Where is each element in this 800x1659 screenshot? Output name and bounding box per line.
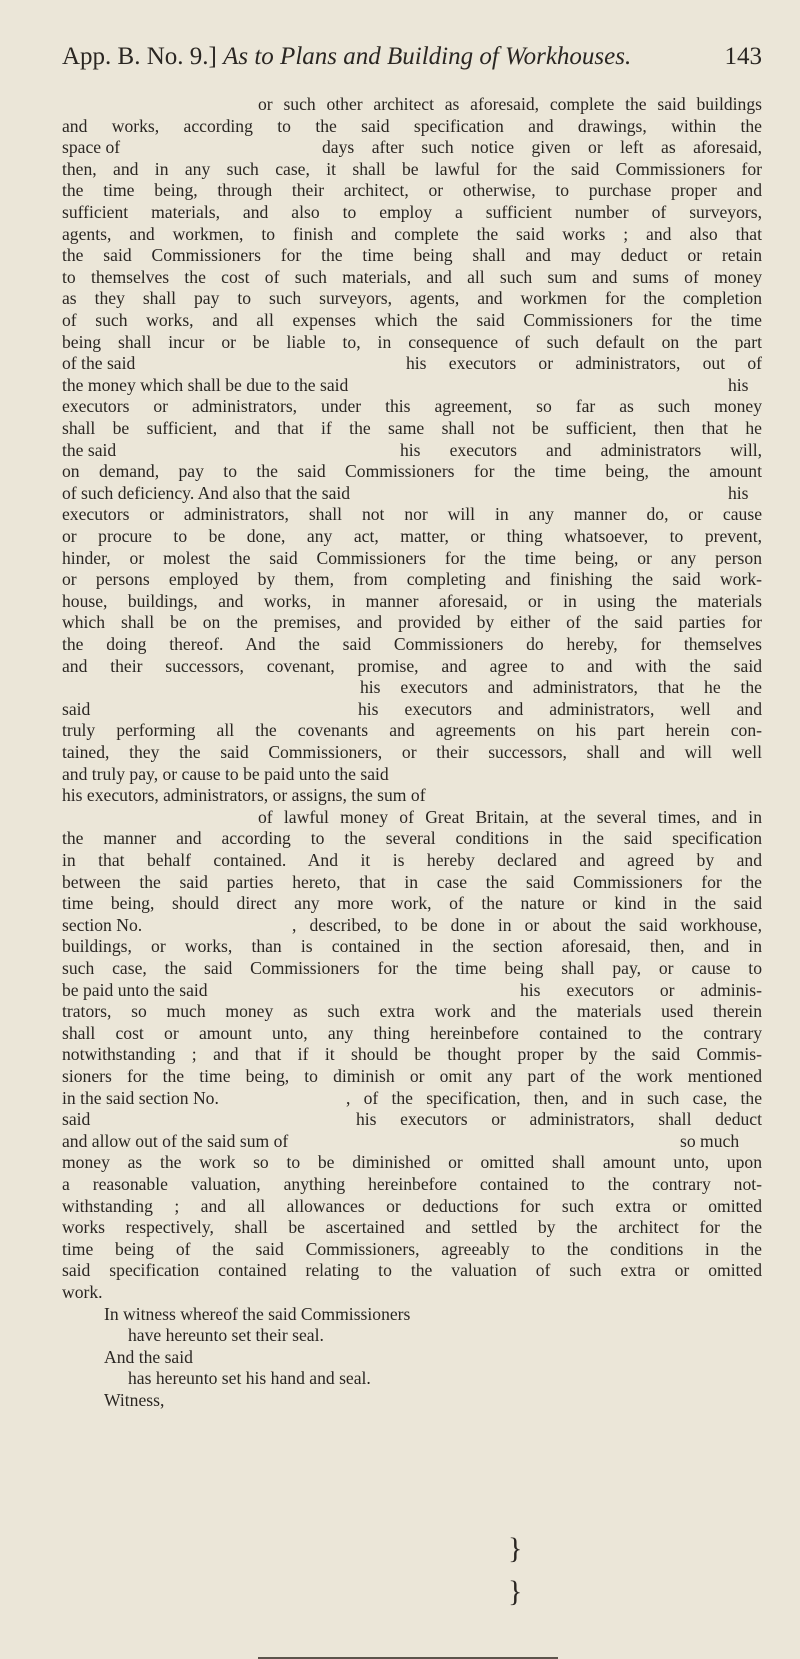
text-line: said (62, 1109, 91, 1130)
text-line: the manner and according to the several conditions in the said specification (62, 828, 762, 849)
text-line: money as the work so to be diminished or omitted shall amount unto, upon (62, 1152, 762, 1173)
text-line: buildings, or works, than is contained in the section aforesaid, then, and in (62, 936, 762, 957)
text-line: of such deficiency. And also that the said (62, 482, 351, 503)
text-line: which shall be on the premises, and provided by either of the said parties for (62, 612, 762, 633)
text-line: his executors or administrators, out of (406, 353, 762, 374)
text-line: his executors and administrators will, (400, 439, 762, 460)
text-line: his executors and administrators, well and (358, 698, 762, 719)
text-line: of such works, and all expenses which the said Commissioners for the time (62, 310, 762, 330)
text-line: then, and in any such case, it shall be lawful for the said Commissioners for (62, 158, 762, 179)
text-line: his executors and administrators, that he the (360, 677, 762, 698)
text-line: the time being, through their architect, or otherwise, to purchase proper and (62, 180, 762, 201)
text-line: executors or administrators, shall not nor will in any manner do, or cause (62, 504, 762, 525)
text-line: house, buildings, and works, in manner aforesaid, or in using the materials (62, 590, 762, 611)
text-line: days after such notice given or left as aforesaid, (322, 137, 762, 158)
text-line: time being of the said Commissioners, agreeably to the conditions in the (62, 1238, 762, 1259)
text-line: the said Commissioners for the time being shall and may deduct or retain (62, 245, 762, 266)
attestation-line: And the said (104, 1346, 193, 1367)
text-line: being shall incur or be liable to, in consequence of such default on the part (62, 331, 762, 352)
attestation-line: has hereunto set his hand and seal. (128, 1368, 371, 1389)
text-line: and works, according to the said specification and drawings, within the (62, 115, 762, 136)
text-line: notwithstanding ; and that if it should be thought proper by the said Commis- (62, 1044, 762, 1065)
text-line: between the said parties hereto, that in case the said Commissioners for the (62, 871, 762, 892)
right-brace-contractor: } (508, 1574, 523, 1608)
text-line: tained, they the said Commissioners, or their successors, shall and will well (62, 742, 762, 762)
text-line: his (728, 374, 749, 395)
text-line: said specification contained relating to the valuation of such extra or omitted (62, 1260, 762, 1281)
right-brace-commissioners: } (508, 1531, 523, 1565)
appendix-reference: App. B. No. 9.] (62, 43, 217, 70)
text-line: to themselves the cost of such materials, and all such sum and sums of money (62, 266, 762, 287)
text-line: his executors, administrators, or assigns, the sum of (62, 785, 426, 806)
text-line: trators, so much money as such extra work and the materials used therein (62, 1001, 762, 1022)
text-line: section No. (62, 914, 143, 935)
text-line: or procure to be done, any act, matter, or thing whatsoever, to prevent, (62, 526, 762, 546)
attestation-line: In witness whereof the said Commissioners (104, 1303, 411, 1324)
page-number: 143 (724, 43, 762, 70)
text-line: truly performing all the covenants and agreements on his part herein con- (62, 720, 762, 741)
text-line: a reasonable valuation, anything hereinbefore contained to the contrary not- (62, 1174, 762, 1194)
text-line: the said (62, 439, 117, 460)
text-line: on demand, pay to the said Commissioners for the time being, the amount (62, 461, 762, 482)
text-line: the money which shall be due to the said (62, 374, 349, 395)
text-line: his executors or adminis- (520, 979, 762, 1000)
text-line: or persons employed by them, from completing and finishing the said work- (62, 569, 762, 590)
text-line: and allow out of the said sum of (62, 1130, 289, 1151)
text-line: works respectively, shall be ascertained and settled by the architect for the (62, 1217, 762, 1238)
running-header (62, 40, 762, 74)
attestation-line: Witness, (104, 1390, 165, 1410)
text-line: so much (680, 1130, 740, 1151)
text-line: , of the specification, then, and in such case, the (346, 1087, 762, 1108)
text-line: withstanding ; and all allowances or deductions for such extra or omitted (62, 1195, 762, 1216)
text-line: his (728, 482, 749, 503)
text-line: , described, to be done in or about the said workhouse, (292, 914, 762, 935)
text-line: sufficient materials, and also to employ a sufficient number of surveyors, (62, 202, 762, 222)
text-line: of the said (62, 353, 136, 374)
text-line: shall be sufficient, and that if the same shall not be sufficient, then that he (62, 418, 762, 438)
text-line: sioners for the time being, to diminish or omit any part of the work mentioned (62, 1066, 762, 1086)
text-line: his executors or administrators, shall deduct (356, 1109, 762, 1130)
text-line: agents, and workmen, to finish and complete the said works ; and also that (62, 223, 762, 244)
text-line: shall cost or amount unto, any thing hereinbefore contained to the contrary (62, 1022, 762, 1043)
text-line: executors or administrators, under this agreement, so far as such money (62, 396, 762, 417)
text-line: time being, should direct any more work, of the nature or kind in the said (62, 893, 762, 914)
text-line: in the said section No. (62, 1087, 219, 1108)
text-line: in that behalf contained. And it is hereby declared and agreed by and (62, 850, 762, 870)
text-line: such case, the said Commissioners for the time being shall pay, or cause to (62, 958, 762, 978)
text-line: be paid unto the said (62, 979, 208, 1000)
text-line: and their successors, covenant, promise, and agree to and with the said (62, 655, 762, 676)
text-line: space of (62, 137, 121, 158)
text-line: of lawful money of Great Britain, at the several times, and in (258, 806, 762, 827)
text-line: as they shall pay to such surveyors, agents, and workmen for the completion (62, 288, 762, 309)
text-line: hinder, or molest the said Commissioners for the time being, or any person (62, 547, 762, 568)
text-line: or such other architect as aforesaid, complete the said buildings (258, 94, 762, 114)
text-line: said (62, 698, 91, 719)
text-line: work. (62, 1282, 103, 1302)
text-line: the doing thereof. And the said Commissioners do hereby, for themselves (62, 634, 762, 654)
text-line: and truly pay, or cause to be paid unto the said (62, 763, 389, 784)
page-title: As to Plans and Building of Workhouses. (223, 43, 632, 70)
attestation-line: have hereunto set their seal. (128, 1325, 324, 1346)
